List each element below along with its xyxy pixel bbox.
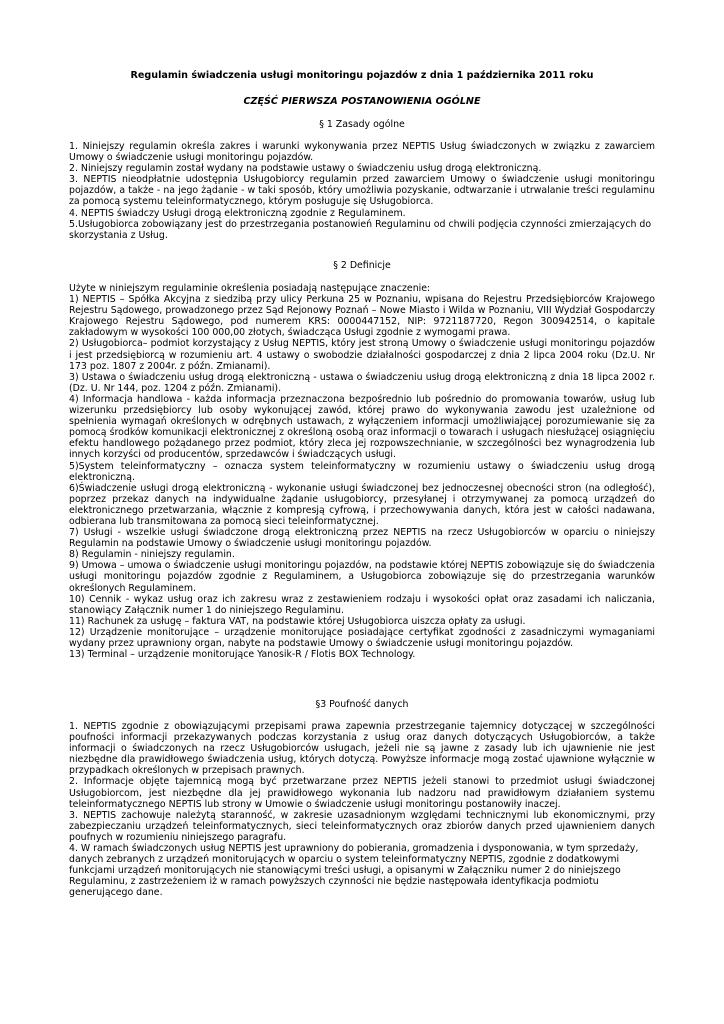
paragraph: 3. NEPTIS zachowuje należytą staranność, w zakresie uzasadnionym względami technicznymi lub ekonomicznymi, przy zabezpieczaniu urządzeń teleinformatycznych, sieci teleinformatycznych oraz zbiorów danych przed ujawnieniem danych poufnych w rozumieniu niniejszego paragrafu. xyxy=(69,809,655,843)
paragraph: 8) Regulamin - niniejszy regulamin. xyxy=(69,549,235,561)
paragraph: 1) NEPTIS – Spółka Akcyjna z siedzibą przy ulicy Perkuna 25 w Poznaniu, wpisana do Rejestru Przedsiębiorców Krajowego Rejestru Sądowego, prowadzonego przez Sąd Rejonowy Poznań – Nowe Miasto i Wilda w Poznaniu, VIII Wydział Gospodarczy Krajowego Rejestru Sądowego, pod numerem KRS: 0000447152, NIP: 9721187720, Regon 300942514, o kapitale zakładowym w wysokości 100 000,00 złotych, świadcząca Usługi zgodnie z wymogami prawa. xyxy=(69,294,655,339)
paragraph: 5)System teleinformatyczny – oznacza system teleinformatyczny w rozumieniu ustawy o świadczeniu usług drogą elektroniczną. xyxy=(69,460,655,483)
part-heading: CZĘŚĆ PIERWSZA POSTANOWIENIA OGÓLNE xyxy=(243,96,481,107)
paragraph: 5.Usługobiorca zobowiązany jest do przestrzegania postanowień Regulaminu od chwili podjęcia czynności zmierzających do skorzystania z Usług. xyxy=(69,218,652,241)
paragraph: 10) Cennik - wykaz usług oraz ich zakresu wraz z zestawieniem rodzaju i wysokości opłat oraz zasadami ich naliczania, stanowiący Załącznik numer 1 do niniejszego Regulaminu. xyxy=(69,593,655,616)
paragraph: 7) Usługi - wszelkie usługi świadczone drogą elektroniczną przez NEPTIS na rzecz Usługobiorców w oparciu o niniejszy Regulamin na podstawie Umowy o świadczenie usługi monitoringu pojazdów. xyxy=(69,527,655,550)
paragraph: 1. Niniejszy regulamin określa zakres i warunki wykonywania przez NEPTIS Usług świadczonych w związku z zawarciem Umowy o świadczenie usługi monitoringu pojazdów. xyxy=(69,141,655,164)
paragraph: 1. NEPTIS zgodnie z obowiązującymi przepisami prawa zapewnia przestrzeganie tajemnicy dotyczącej w szczególności poufności informacji przekazywanych podczas korzystania z usług oraz danych dotyczących Usługobiorców, a także informacji o świadczonych na rzecz Usługobiorców usługach, jeżeli nie są jawne z zasady lub ich ujawnienie nie jest niezbędne dla prawidłowego świadczenia usług, których dotyczą. Powyższe informacje mogą zostać ujawnione wyłącznie w przypadkach określonych w przepisach prawnych. xyxy=(69,721,655,777)
document-title: Regulamin świadczenia usługi monitoringu pojazdów z dnia 1 października 2011 roku xyxy=(130,70,594,81)
paragraph: Użyte w niniejszym regulaminie określenia posiadają następujące znaczenie: xyxy=(69,283,431,294)
paragraph: 9) Umowa – umowa o świadczenie usługi monitoringu pojazdów, na podstawie której NEPTIS zobowiązuje się do świadczenia usługi monitoringu pojazdów zgodnie z Regulaminem, a Usługobiorca zobowiązuje się do przestrzegania warunków określonych Regulaminem. xyxy=(69,560,655,594)
section-3-heading: §3 Poufność danych xyxy=(315,699,409,710)
paragraph: 11) Rachunek za usługę – faktura VAT, na podstawie której Usługobiorca uiszcza opłaty za usługi. xyxy=(69,615,526,627)
paragraph: 3) Ustawa o świadczeniu usług drogą elektroniczną - ustawa o świadczeniu usług drogą elektroniczną z dnia 18 lipca 2002 r. (Dz. U. Nr 144, poz. 1204 z późn. Zmianami). xyxy=(69,371,655,394)
paragraph: 2. Niniejszy regulamin został wydany na podstawie ustawy o świadczeniu usług drogą elektroniczną. xyxy=(69,163,542,175)
paragraph: 12) Urządzenie monitorujące – urządzenie monitorujące posiadające certyfikat zgodności z zasadniczymi wymaganiami wydany przez uprawniony organ, nabyte na podstawie Umowy o świadczenie usługi monitoringu pojazdów. xyxy=(69,626,655,649)
paragraph: 2) Usługobiorca– podmiot korzystający z Usług NEPTIS, który jest stroną Umowy o świadczenie usługi monitoringu pojazdów i jest przedsiębiorcą w rozumieniu art. 4 ustawy o swobodzie działalności gospodarczej z dnia 2 lipca 2004 roku (Dz.U. Nr 173 poz. 1807 z 2004r. z późn. Zmianami). xyxy=(69,338,655,372)
section-2-heading: § 2 Definicje xyxy=(333,260,391,271)
paragraph: 4. W ramach świadczonych usług NEPTIS jest uprawniony do pobierania, gromadzenia i dysponowania, w tym sprzedaży, danych zebranych z urządzeń monitorujących w oparciu o system teleinformatyczny NEPTIS, zgodnie z dodatkowymi funkcjami urządzeń monitorujących nie stanowiącymi treści usługi, a opisanymi w Załączniku numer 2 do niniejszego Regulaminu, z zastrzeżeniem iż w ramach powyższych czynności nie będzie następowała identyfikacja podmiotu generującego dane. xyxy=(69,843,639,899)
paragraph: 4. NEPTIS świadczy Usługi drogą elektroniczną zgodnie z Regulaminem. xyxy=(69,207,406,219)
section-1-heading: § 1 Zasady ogólne xyxy=(319,119,405,130)
paragraph: 3. NEPTIS nieodpłatnie udostępnia Usługobiorcy regulamin przed zawarciem Umowy o świadczenie usługi monitoringu pojazdów, a także - na jego żądanie - w taki sposób, który umożliwia pozyskanie, odtwarzanie i utrwalanie treści regulaminu za pomocą systemu teleinformatycznego, którym posługuje się Usługobiorca. xyxy=(69,174,655,208)
section-3-body xyxy=(69,721,655,899)
paragraph: 13) Terminal – urządzenie monitorujące Yanosik-R / Flotis BOX Technology. xyxy=(69,649,416,661)
paragraph: 6)Świadczenie usługi drogą elektroniczną - wykonanie usługi świadczonej bez jednoczesnej obecności stron (na odległość), poprzez przekaz danych na indywidualne żądanie usługobiorcy, przesyłanej i otrzymywanej za pomocą urządzeń do elektronicznego przetwarzania, włącznie z kompresją cyfrową, i przechowywania danych, która jest w całości nadawana, odbierana lub transmitowana za pomocą sieci teleinformatycznej. xyxy=(69,482,655,527)
section-1-body xyxy=(69,141,655,241)
paragraph: 4) Informacja handlowa - każda informacja przeznaczona bezpośrednio lub pośrednio do promowania towarów, usług lub wizerunku przedsiębiorcy lub osoby wykonującej zawód, której prawo do wykonywania zawodu jest uzależnione od spełnienia wymagań określonych w odrębnych ustawach, z wyłączeniem informacji umożliwiającej porozumiewanie się za pomocą środków komunikacji elektronicznej z określoną osobą oraz informacji o towarach i usługach niesłużącej osiągnięciu efektu handlowego pożądanego przez podmiot, który zleca jej rozpowszechnianie, w szczególności bez wynagrodzenia lub innych korzyści od producentów, sprzedawców i świadczących usługi. xyxy=(69,393,655,461)
section-2-body xyxy=(69,283,655,660)
paragraph: 2. Informacje objęte tajemnicą mogą być przetwarzane przez NEPTIS jeżeli stanowi to przedmiot usługi świadczonej Usługobiorcom, jest niezbędne dla jej prawidłowego wykonania lub nadzoru nad prawidłowym działaniem systemu teleinformatycznego NEPTIS lub strony w Umowie o świadczenie usługi monitoringu postanowiły inaczej. xyxy=(69,776,655,810)
